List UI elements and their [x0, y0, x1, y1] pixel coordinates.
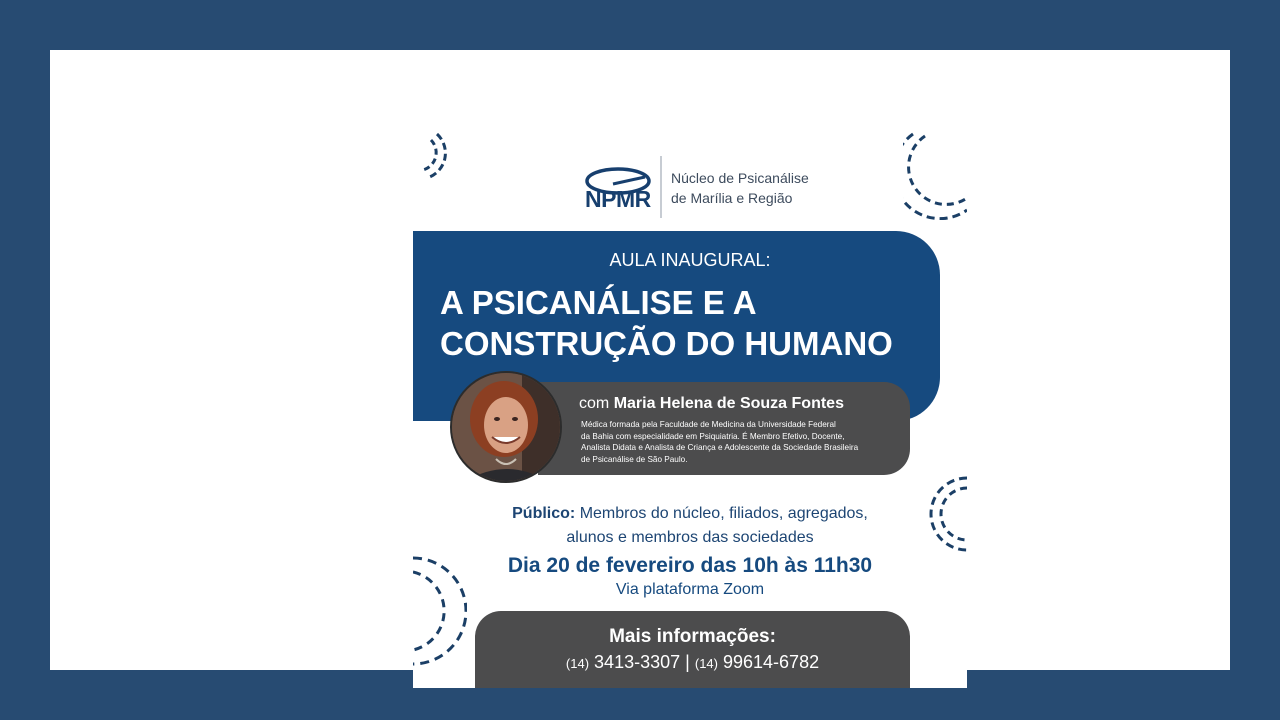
phone-1-area-code: (14): [565, 656, 590, 671]
contact-title: Mais informações:: [609, 626, 776, 647]
event-title-line-2: CONSTRUÇÃO DO HUMANO: [440, 325, 893, 362]
logo-name-line-2: de Marília e Região: [671, 190, 793, 206]
title-kicker: AULA INAUGURAL:: [609, 250, 771, 270]
decorative-arc-top-right: [903, 130, 967, 220]
audience-label: Público:: [512, 505, 576, 522]
logo-name-line-1: Núcleo de Psicanálise: [671, 170, 809, 186]
event-platform: Via plataforma Zoom: [615, 581, 765, 598]
audience-info: [453, 502, 927, 550]
event-date: Dia 20 de fevereiro das 10h às 11h30: [507, 554, 873, 577]
audience-line-1: [453, 502, 927, 526]
event-title-line-1: A PSICANÁLISE E A: [440, 284, 757, 321]
event-title: [440, 282, 940, 364]
audience-line-2: alunos e membros das sociedades: [566, 529, 814, 546]
speaker-photo: [450, 371, 562, 483]
phone-2-number: 99614-6782: [723, 652, 820, 672]
speaker-prefix: com: [579, 395, 610, 412]
speaker-portrait-image: [452, 373, 560, 481]
speaker-bio: [581, 419, 903, 465]
speaker-heading: [579, 395, 909, 413]
speaker-bio-line-3: Analista Didata e Analista de Criança e Adolescente da Sociedade Brasileira: [581, 443, 859, 452]
phone-1-number: 3413-3307: [594, 652, 681, 672]
speaker-bio-line-4: de Psicanálise de São Paulo.: [581, 454, 688, 464]
logo-organization-name: [671, 168, 809, 208]
contact-phones: [475, 652, 910, 673]
event-poster: [413, 130, 967, 688]
speaker-bio-line-1: Médica formada pela Faculdade de Medicina da Universidade Federal: [581, 420, 836, 429]
speaker-name: Maria Helena de Souza Fontes: [613, 395, 844, 412]
logo-abbreviation: NPMR: [585, 186, 651, 212]
contact-card: [475, 611, 910, 688]
decorative-arc-top-left: [413, 130, 463, 190]
logo-divider: [660, 156, 662, 218]
audience-text-1: Membros do núcleo, filiados, agregados,: [579, 505, 868, 522]
speaker-bio-line-2: da Bahia com especialidade em Psiquiatria. É Membro Efetivo, Docente,: [581, 431, 845, 441]
phone-separator: |: [685, 652, 690, 672]
phone-2-area-code: (14): [694, 656, 718, 671]
slide-canvas: [50, 50, 1230, 670]
